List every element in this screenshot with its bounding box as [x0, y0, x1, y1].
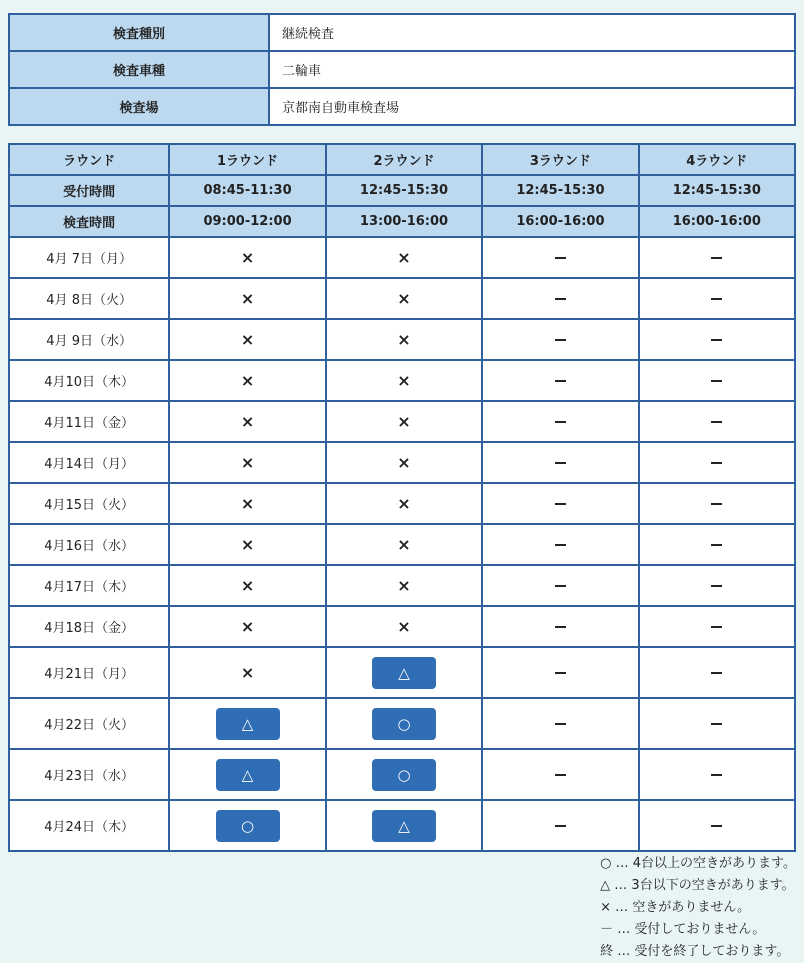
- not-accepting-mark: [555, 503, 566, 505]
- not-accepting-mark: [711, 825, 722, 827]
- inspection-time: 09:00-12:00: [169, 206, 325, 237]
- reserve-available-button[interactable]: ○: [372, 759, 436, 791]
- legend-item: － … 受付しておりません。: [600, 922, 766, 937]
- schedule-date: 4月 8日（火）: [9, 278, 169, 319]
- not-accepting-mark: [555, 421, 566, 423]
- reception-time-row: [9, 175, 795, 206]
- availability-cell: [326, 698, 482, 749]
- availability-cell: [482, 319, 638, 360]
- availability-cell: [326, 606, 482, 647]
- schedule-date: 4月23日（水）: [9, 749, 169, 800]
- availability-cell: [169, 483, 325, 524]
- availability-cell: [482, 524, 638, 565]
- reception-time: 08:45-11:30: [169, 175, 325, 206]
- not-accepting-mark: [711, 626, 722, 628]
- round-header-row: [9, 144, 795, 175]
- full-mark: ×: [240, 412, 255, 431]
- reserve-limited-button[interactable]: △: [372, 657, 436, 689]
- schedule-date: 4月 9日（水）: [9, 319, 169, 360]
- not-accepting-mark: [555, 626, 566, 628]
- schedule-date: 4月17日（木）: [9, 565, 169, 606]
- full-mark: ×: [397, 453, 411, 472]
- availability-cell: [169, 749, 325, 800]
- inspection-time: 16:00-16:00: [482, 206, 638, 237]
- schedule-row: [9, 800, 795, 851]
- availability-cell: [482, 237, 638, 278]
- schedule-row: [9, 278, 795, 319]
- full-mark: ×: [397, 289, 411, 308]
- round-header: 1ラウンド: [169, 144, 325, 175]
- full-mark: ×: [397, 248, 411, 267]
- reception-time: 12:45-15:30: [482, 175, 638, 206]
- full-mark: ×: [397, 330, 411, 349]
- full-mark: ×: [240, 248, 255, 267]
- not-accepting-mark: [711, 585, 722, 587]
- inspection-time: 13:00-16:00: [326, 206, 482, 237]
- reserve-available-button[interactable]: ○: [216, 810, 280, 842]
- inspection-time-row: [9, 206, 795, 237]
- schedule-row: [9, 647, 795, 698]
- schedule-date: 4月11日（金）: [9, 401, 169, 442]
- schedule-row: [9, 401, 795, 442]
- availability-cell: [169, 319, 325, 360]
- schedule-date: 4月14日（月）: [9, 442, 169, 483]
- full-mark: ×: [240, 371, 255, 390]
- availability-cell: [326, 237, 482, 278]
- legend-item: × … 空きがありません。: [600, 900, 751, 915]
- availability-cell: [639, 483, 795, 524]
- availability-cell: [326, 565, 482, 606]
- full-mark: ×: [240, 576, 255, 595]
- availability-cell: [482, 749, 638, 800]
- schedule-row: [9, 360, 795, 401]
- inspection-time-label: 検査時間: [9, 206, 169, 237]
- not-accepting-mark: [555, 544, 566, 546]
- not-accepting-mark: [711, 339, 722, 341]
- reception-time-label: 受付時間: [9, 175, 169, 206]
- inspection-info-table: [8, 13, 796, 126]
- schedule-row: [9, 237, 795, 278]
- inspection-time: 16:00-16:00: [639, 206, 795, 237]
- not-accepting-mark: [555, 774, 566, 776]
- not-accepting-mark: [555, 672, 566, 674]
- full-mark: ×: [397, 494, 411, 513]
- info-label: 検査種別: [9, 14, 269, 51]
- not-accepting-mark: [555, 585, 566, 587]
- availability-cell: [169, 360, 325, 401]
- availability-cell: [639, 800, 795, 851]
- not-accepting-mark: [555, 723, 566, 725]
- info-value: 京都南自動車検査場: [269, 88, 795, 125]
- availability-cell: [169, 401, 325, 442]
- full-mark: ×: [397, 576, 411, 595]
- availability-cell: [639, 606, 795, 647]
- full-mark: ×: [240, 453, 255, 472]
- availability-cell: [482, 401, 638, 442]
- availability-cell: [482, 278, 638, 319]
- availability-cell: [639, 237, 795, 278]
- info-value: 二輪車: [269, 51, 795, 88]
- availability-cell: [326, 800, 482, 851]
- full-mark: ×: [397, 617, 411, 636]
- info-value: 継続検査: [269, 14, 795, 51]
- availability-cell: [639, 401, 795, 442]
- schedule-row: [9, 565, 795, 606]
- availability-cell: [326, 647, 482, 698]
- availability-cell: [482, 442, 638, 483]
- availability-cell: [639, 442, 795, 483]
- availability-cell: [639, 565, 795, 606]
- availability-cell: [169, 237, 325, 278]
- schedule-date: 4月 7日（月）: [9, 237, 169, 278]
- availability-cell: [169, 606, 325, 647]
- info-label: 検査車種: [9, 51, 269, 88]
- schedule-date: 4月24日（木）: [9, 800, 169, 851]
- reserve-limited-button[interactable]: △: [372, 810, 436, 842]
- not-accepting-mark: [711, 503, 722, 505]
- not-accepting-mark: [711, 462, 722, 464]
- availability-cell: [482, 360, 638, 401]
- availability-cell: [326, 749, 482, 800]
- availability-cell: [482, 647, 638, 698]
- reception-time: 12:45-15:30: [639, 175, 795, 206]
- not-accepting-mark: [555, 339, 566, 341]
- availability-cell: [326, 278, 482, 319]
- availability-cell: [326, 442, 482, 483]
- availability-cell: [639, 319, 795, 360]
- availability-cell: [639, 278, 795, 319]
- full-mark: ×: [397, 412, 411, 431]
- availability-cell: [169, 800, 325, 851]
- not-accepting-mark: [555, 380, 566, 382]
- schedule-row: [9, 524, 795, 565]
- availability-cell: [482, 606, 638, 647]
- schedule-date: 4月18日（金）: [9, 606, 169, 647]
- not-accepting-mark: [555, 298, 566, 300]
- not-accepting-mark: [555, 462, 566, 464]
- schedule-row: [9, 442, 795, 483]
- availability-cell: [482, 483, 638, 524]
- full-mark: ×: [240, 289, 255, 308]
- availability-cell: [169, 647, 325, 698]
- full-mark: ×: [240, 330, 255, 349]
- round-header: 3ラウンド: [482, 144, 638, 175]
- availability-cell: [482, 800, 638, 851]
- availability-cell: [482, 698, 638, 749]
- info-label: 検査場: [9, 88, 269, 125]
- full-mark: ×: [397, 535, 411, 554]
- schedule-row: [9, 698, 795, 749]
- round-header: 2ラウンド: [326, 144, 482, 175]
- availability-cell: [169, 698, 325, 749]
- availability-cell: [639, 749, 795, 800]
- full-mark: ×: [397, 371, 411, 390]
- full-mark: ×: [240, 535, 255, 554]
- not-accepting-mark: [711, 774, 722, 776]
- schedule-row: [9, 606, 795, 647]
- schedule-table: [8, 143, 796, 852]
- availability-cell: [326, 319, 482, 360]
- schedule-date: 4月10日（木）: [9, 360, 169, 401]
- availability-cell: [326, 401, 482, 442]
- reserve-limited-button[interactable]: △: [216, 759, 280, 791]
- not-accepting-mark: [711, 257, 722, 259]
- not-accepting-mark: [711, 544, 722, 546]
- availability-cell: [482, 565, 638, 606]
- not-accepting-mark: [555, 825, 566, 827]
- schedule-row: [9, 483, 795, 524]
- legend-item: ○ … 4台以上の空きがあります。: [600, 856, 796, 871]
- availability-cell: [326, 524, 482, 565]
- schedule-body: [9, 237, 795, 851]
- not-accepting-mark: [711, 421, 722, 423]
- availability-cell: [639, 524, 795, 565]
- availability-cell: [169, 565, 325, 606]
- availability-cell: [169, 442, 325, 483]
- legend-item: 終 … 受付を終了しております。: [600, 944, 790, 959]
- reception-time: 12:45-15:30: [326, 175, 482, 206]
- schedule-date: 4月22日（火）: [9, 698, 169, 749]
- availability-cell: [639, 647, 795, 698]
- schedule-date: 4月15日（火）: [9, 483, 169, 524]
- info-row-site: [9, 88, 795, 125]
- availability-legend: [600, 853, 796, 963]
- availability-cell: [639, 698, 795, 749]
- schedule-date: 4月16日（水）: [9, 524, 169, 565]
- not-accepting-mark: [711, 723, 722, 725]
- not-accepting-mark: [711, 672, 722, 674]
- full-mark: ×: [240, 663, 255, 682]
- round-header: 4ラウンド: [639, 144, 795, 175]
- not-accepting-mark: [711, 298, 722, 300]
- schedule-date: 4月21日（月）: [9, 647, 169, 698]
- not-accepting-mark: [711, 380, 722, 382]
- not-accepting-mark: [555, 257, 566, 259]
- full-mark: ×: [240, 494, 255, 513]
- schedule-row: [9, 749, 795, 800]
- availability-cell: [326, 483, 482, 524]
- round-header: ラウンド: [9, 144, 169, 175]
- availability-cell: [326, 360, 482, 401]
- info-row-vehicle: [9, 51, 795, 88]
- full-mark: ×: [240, 617, 255, 636]
- availability-cell: [169, 524, 325, 565]
- availability-cell: [639, 360, 795, 401]
- reserve-limited-button[interactable]: △: [216, 708, 280, 740]
- legend-item: △ … 3台以下の空きがあります。: [600, 878, 795, 893]
- info-row-type: [9, 14, 795, 51]
- schedule-row: [9, 319, 795, 360]
- availability-cell: [169, 278, 325, 319]
- reserve-available-button[interactable]: ○: [372, 708, 436, 740]
